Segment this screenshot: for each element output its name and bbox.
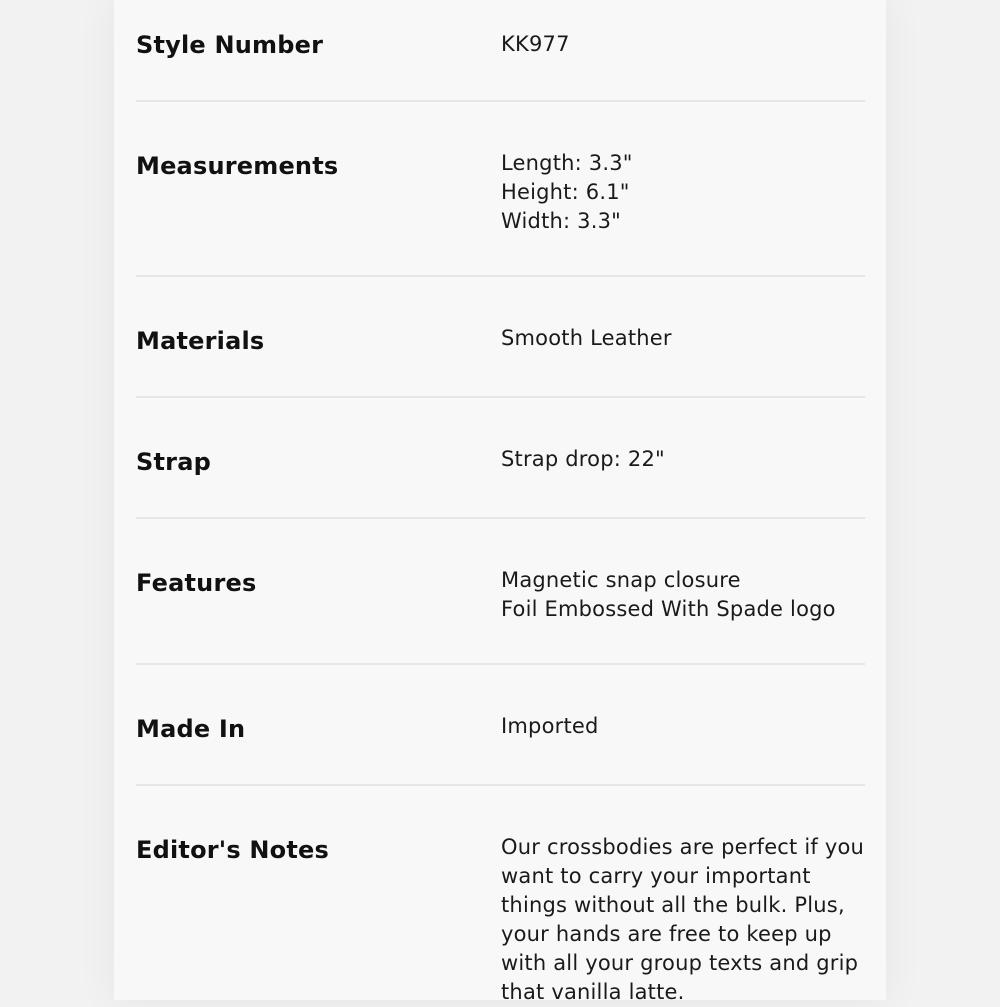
- made-in-value: Imported: [501, 714, 599, 738]
- feature-item: Magnetic snap closure: [501, 568, 741, 592]
- measurements-value: [501, 149, 871, 236]
- features-label: Features: [136, 569, 257, 597]
- measurements-label: Measurements: [136, 152, 339, 180]
- materials-label: Materials: [136, 327, 265, 355]
- feature-item: Foil Embossed With Spade logo: [501, 597, 836, 621]
- features-value: [501, 566, 871, 624]
- strap-label: Strap: [136, 448, 211, 476]
- divider: [136, 100, 865, 102]
- divider: [136, 396, 865, 398]
- editors-notes-text: Our crossbodies are perfect if you want to carry your important things without all the bulk. Plus, your hands are free to keep up with all your group texts and grip that vanilla latte.: [501, 835, 865, 1004]
- measurement-length: Length: 3.3": [501, 151, 633, 175]
- made-in-label: Made In: [136, 715, 246, 743]
- editors-notes-label: Editor's Notes: [136, 836, 329, 864]
- style-number-value: KK977: [501, 32, 570, 56]
- divider: [136, 663, 865, 665]
- strap-value: Strap drop: 22": [501, 447, 665, 471]
- materials-value: Smooth Leather: [501, 326, 672, 350]
- product-details-panel: [114, 0, 886, 1004]
- measurement-width: Width: 3.3": [501, 209, 622, 233]
- divider: [136, 275, 865, 277]
- measurement-height: Height: 6.1": [501, 180, 630, 204]
- style-number-label: Style Number: [136, 31, 324, 59]
- divider: [136, 784, 865, 786]
- editors-notes-value: [501, 833, 866, 1007]
- divider: [136, 517, 865, 519]
